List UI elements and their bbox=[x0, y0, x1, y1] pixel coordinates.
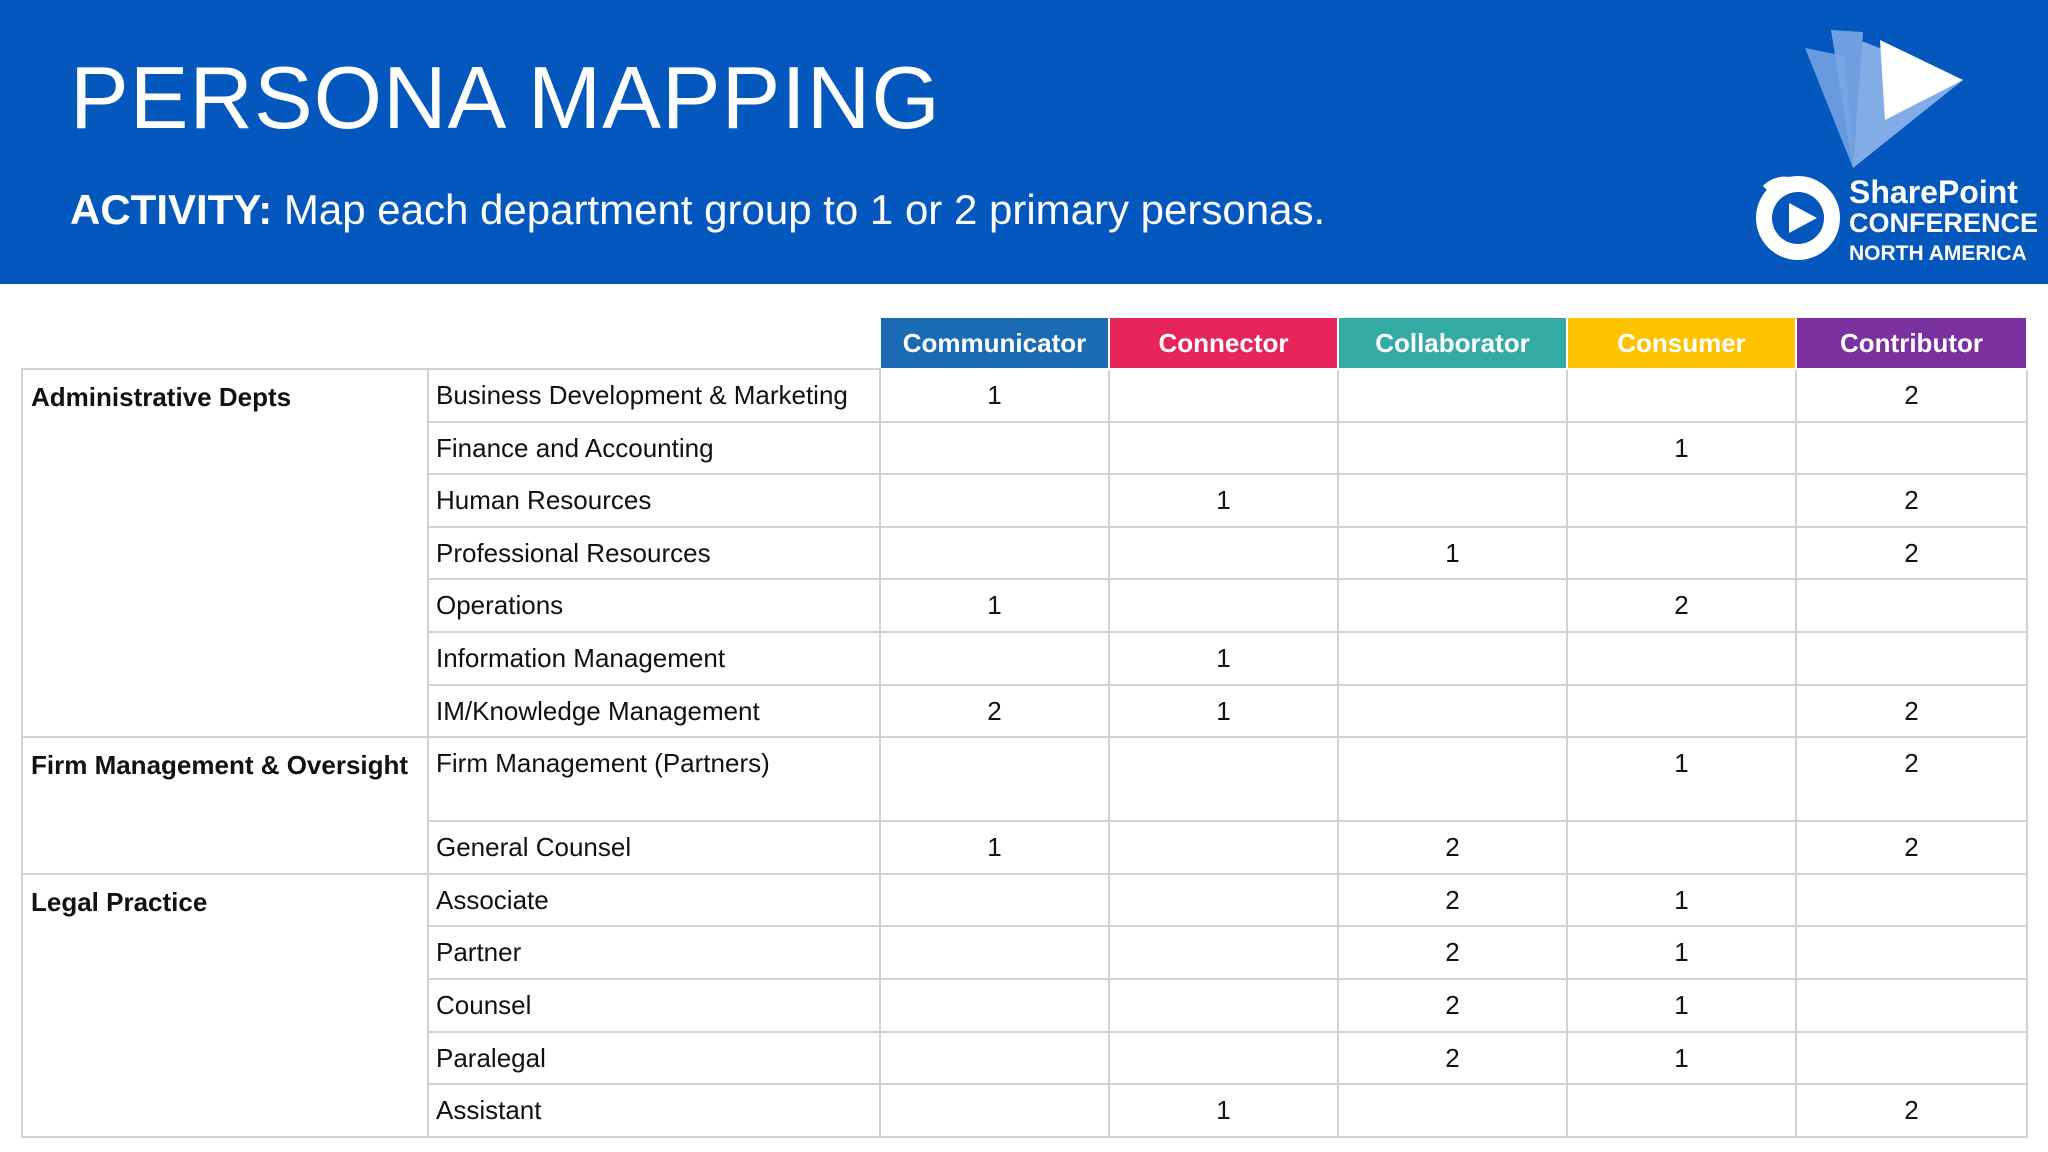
persona-value-cell bbox=[1338, 632, 1567, 685]
persona-value-cell bbox=[1109, 874, 1338, 927]
persona-value-cell bbox=[1567, 369, 1796, 422]
persona-value bbox=[1797, 1033, 2026, 1043]
persona-value bbox=[1568, 822, 1795, 832]
persona-value: 2 bbox=[987, 695, 1002, 726]
department-label: Associate bbox=[436, 884, 549, 915]
persona-value-cell bbox=[880, 474, 1109, 527]
col-header-collaborator: Collaborator bbox=[1338, 317, 1567, 369]
table-row bbox=[22, 874, 2027, 927]
persona-value bbox=[1110, 980, 1337, 990]
persona-value-cell bbox=[880, 737, 1109, 821]
page-title: PERSONA MAPPING bbox=[70, 48, 941, 147]
persona-value-cell bbox=[1338, 1032, 1567, 1085]
persona-value: 2 bbox=[1904, 832, 1919, 863]
persona-value-cell bbox=[1338, 737, 1567, 821]
activity-subtitle bbox=[70, 184, 1325, 236]
persona-value: 2 bbox=[1445, 884, 1460, 915]
persona-value: 1 bbox=[987, 590, 1002, 621]
persona-value-cell bbox=[1567, 926, 1796, 979]
persona-value: 1 bbox=[1674, 748, 1689, 779]
persona-value bbox=[1339, 370, 1566, 380]
col-header-consumer: Consumer bbox=[1567, 317, 1796, 369]
persona-value-cell bbox=[1567, 685, 1796, 738]
persona-value: 1 bbox=[1216, 485, 1231, 516]
department-cell bbox=[428, 527, 880, 580]
persona-value-cell bbox=[1567, 474, 1796, 527]
persona-value-cell bbox=[880, 979, 1109, 1032]
persona-value-cell bbox=[1796, 926, 2027, 979]
persona-value bbox=[881, 1033, 1108, 1043]
department-label: Paralegal bbox=[436, 1042, 546, 1073]
persona-value-cell bbox=[1109, 369, 1338, 422]
persona-value bbox=[1568, 475, 1795, 485]
persona-value-cell bbox=[880, 821, 1109, 874]
col-header-connector: Connector bbox=[1109, 317, 1338, 369]
department-cell bbox=[428, 1084, 880, 1137]
persona-value-cell bbox=[1109, 737, 1338, 821]
department-label: Finance and Accounting bbox=[436, 432, 714, 463]
persona-value bbox=[881, 875, 1108, 885]
persona-value-cell bbox=[1338, 527, 1567, 580]
persona-value bbox=[881, 423, 1108, 433]
persona-value bbox=[1339, 580, 1566, 590]
department-label: Operations bbox=[436, 590, 564, 621]
persona-value-cell bbox=[880, 422, 1109, 475]
persona-value-cell bbox=[880, 874, 1109, 927]
persona-value bbox=[1568, 528, 1795, 538]
department-cell bbox=[428, 737, 880, 821]
persona-value-cell bbox=[1567, 1032, 1796, 1085]
department-label: Business Development & Marketing bbox=[436, 380, 848, 410]
persona-value-cell bbox=[1109, 1032, 1338, 1085]
department-label: Assistant bbox=[436, 1095, 542, 1126]
department-cell bbox=[428, 1032, 880, 1085]
persona-value-cell bbox=[1109, 821, 1338, 874]
persona-value bbox=[1110, 528, 1337, 538]
persona-value-cell bbox=[1567, 579, 1796, 632]
persona-value bbox=[1339, 475, 1566, 485]
persona-value bbox=[1110, 370, 1337, 380]
persona-value-cell bbox=[1567, 979, 1796, 1032]
department-label: Human Resources bbox=[436, 485, 652, 516]
persona-value: 2 bbox=[1445, 989, 1460, 1020]
logo-line-sharepoint: SharePoint bbox=[1849, 174, 2018, 210]
persona-value-cell bbox=[1109, 926, 1338, 979]
persona-value bbox=[1797, 633, 2026, 643]
department-cell bbox=[428, 821, 880, 874]
persona-value-cell bbox=[1567, 737, 1796, 821]
persona-value-cell bbox=[1796, 632, 2027, 685]
persona-value-cell bbox=[1338, 474, 1567, 527]
department-cell bbox=[428, 474, 880, 527]
persona-value-cell bbox=[1109, 579, 1338, 632]
persona-value bbox=[1797, 927, 2026, 937]
persona-value: 1 bbox=[1216, 642, 1231, 673]
persona-value bbox=[881, 528, 1108, 538]
persona-value-cell bbox=[1796, 474, 2027, 527]
persona-value-cell bbox=[1567, 821, 1796, 874]
persona-value bbox=[1568, 633, 1795, 643]
persona-value-cell bbox=[1567, 632, 1796, 685]
persona-value-cell bbox=[1796, 737, 2027, 821]
persona-value-cell bbox=[880, 527, 1109, 580]
persona-value-cell bbox=[1796, 821, 2027, 874]
header-blank-group bbox=[22, 317, 428, 369]
persona-value bbox=[1110, 875, 1337, 885]
department-cell bbox=[428, 685, 880, 738]
persona-value-cell bbox=[880, 1032, 1109, 1085]
persona-value: 2 bbox=[1445, 1042, 1460, 1073]
persona-value-cell bbox=[880, 926, 1109, 979]
department-cell bbox=[428, 579, 880, 632]
col-header-contributor: Contributor bbox=[1796, 317, 2027, 369]
table-body bbox=[22, 369, 2027, 1137]
logo-line-region: NORTH AMERICA bbox=[1849, 242, 2027, 265]
department-cell bbox=[428, 979, 880, 1032]
persona-value bbox=[1568, 370, 1795, 380]
persona-value bbox=[881, 738, 1108, 748]
persona-value-cell bbox=[1109, 979, 1338, 1032]
persona-value-cell bbox=[1796, 422, 2027, 475]
persona-value bbox=[1797, 875, 2026, 885]
persona-value-cell bbox=[1567, 874, 1796, 927]
persona-value: 2 bbox=[1445, 937, 1460, 968]
persona-value: 1 bbox=[1674, 1042, 1689, 1073]
persona-value: 1 bbox=[1674, 884, 1689, 915]
persona-value: 2 bbox=[1904, 1095, 1919, 1126]
persona-value: 2 bbox=[1904, 537, 1919, 568]
department-label: IM/Knowledge Management bbox=[436, 695, 760, 726]
persona-value: 1 bbox=[987, 832, 1002, 863]
department-cell bbox=[428, 926, 880, 979]
persona-value-cell bbox=[1338, 821, 1567, 874]
persona-value bbox=[1797, 980, 2026, 990]
persona-value bbox=[1339, 633, 1566, 643]
persona-value-cell bbox=[1796, 979, 2027, 1032]
department-label: Partner bbox=[436, 937, 522, 968]
persona-value-cell bbox=[1567, 1084, 1796, 1137]
department-label: Information Management bbox=[436, 642, 726, 673]
persona-value-cell bbox=[880, 685, 1109, 738]
group-label: Administrative Depts bbox=[22, 369, 428, 737]
persona-value-cell bbox=[1338, 874, 1567, 927]
persona-value bbox=[1339, 686, 1566, 696]
persona-value: 2 bbox=[1674, 590, 1689, 621]
persona-value-cell bbox=[1338, 422, 1567, 475]
persona-value-cell bbox=[1796, 579, 2027, 632]
header-banner bbox=[0, 0, 2048, 284]
department-label: Professional Resources bbox=[436, 537, 711, 568]
persona-value: 1 bbox=[1674, 432, 1689, 463]
department-cell bbox=[428, 874, 880, 927]
persona-value bbox=[1339, 738, 1566, 748]
persona-value: 2 bbox=[1904, 748, 1919, 779]
logo-text bbox=[1849, 176, 2038, 264]
table-row bbox=[22, 369, 2027, 422]
persona-value-cell bbox=[1338, 1084, 1567, 1137]
persona-value: 2 bbox=[1904, 485, 1919, 516]
persona-value-cell bbox=[1567, 527, 1796, 580]
persona-value-cell bbox=[1109, 474, 1338, 527]
persona-value bbox=[881, 475, 1108, 485]
persona-value-cell bbox=[1338, 579, 1567, 632]
persona-value bbox=[881, 1085, 1108, 1095]
persona-value bbox=[1339, 1085, 1566, 1095]
persona-value bbox=[881, 633, 1108, 643]
persona-value-cell bbox=[880, 632, 1109, 685]
department-label: Counsel bbox=[436, 989, 532, 1020]
logo-line-conference: CONFERENCE bbox=[1849, 208, 2039, 238]
persona-value: 1 bbox=[1216, 695, 1231, 726]
activity-text: Map each department group to 1 or 2 primary personas. bbox=[272, 186, 1326, 233]
department-cell bbox=[428, 422, 880, 475]
persona-value bbox=[1797, 580, 2026, 590]
persona-value: 1 bbox=[1216, 1095, 1231, 1126]
persona-value: 2 bbox=[1904, 695, 1919, 726]
department-cell bbox=[428, 369, 880, 422]
persona-value bbox=[1568, 1085, 1795, 1095]
department-label: Firm Management (Partners) bbox=[436, 748, 770, 779]
persona-value-cell bbox=[1796, 369, 2027, 422]
persona-value bbox=[881, 927, 1108, 937]
persona-value-cell bbox=[1796, 527, 2027, 580]
persona-value-cell bbox=[1796, 1032, 2027, 1085]
persona-value: 1 bbox=[1445, 537, 1460, 568]
persona-value-cell bbox=[1338, 926, 1567, 979]
persona-value bbox=[1110, 423, 1337, 433]
department-cell bbox=[428, 632, 880, 685]
department-label: General Counsel bbox=[436, 832, 632, 863]
persona-value-cell bbox=[1796, 1084, 2027, 1137]
persona-value bbox=[1797, 423, 2026, 433]
persona-mapping-table bbox=[21, 316, 2028, 1138]
persona-value-cell bbox=[1109, 685, 1338, 738]
persona-value: 2 bbox=[1445, 832, 1460, 863]
persona-value-cell bbox=[1109, 527, 1338, 580]
persona-value bbox=[1110, 822, 1337, 832]
header-blank-dept bbox=[428, 317, 880, 369]
persona-value-cell bbox=[1338, 369, 1567, 422]
persona-value-cell bbox=[880, 369, 1109, 422]
persona-value-cell bbox=[1796, 685, 2027, 738]
activity-label: ACTIVITY: bbox=[70, 186, 273, 233]
col-header-communicator: Communicator bbox=[880, 317, 1109, 369]
persona-value bbox=[1339, 423, 1566, 433]
group-label: Legal Practice bbox=[22, 874, 428, 1137]
persona-value: 1 bbox=[987, 380, 1002, 410]
table-row bbox=[22, 737, 2027, 821]
persona-value bbox=[1568, 686, 1795, 696]
persona-value bbox=[1110, 927, 1337, 937]
persona-value bbox=[1110, 738, 1337, 748]
persona-value-cell bbox=[1109, 632, 1338, 685]
persona-value: 2 bbox=[1904, 380, 1919, 410]
group-label: Firm Management & Oversight bbox=[22, 737, 428, 874]
persona-value: 1 bbox=[1674, 989, 1689, 1020]
persona-value-cell bbox=[1796, 874, 2027, 927]
persona-value: 1 bbox=[1674, 937, 1689, 968]
persona-value-cell bbox=[1338, 979, 1567, 1032]
persona-value-cell bbox=[1109, 1084, 1338, 1137]
persona-value-cell bbox=[880, 1084, 1109, 1137]
persona-value bbox=[1110, 1033, 1337, 1043]
persona-value-cell bbox=[1567, 422, 1796, 475]
persona-value-cell bbox=[880, 579, 1109, 632]
persona-value-cell bbox=[1338, 685, 1567, 738]
persona-value bbox=[1110, 580, 1337, 590]
persona-value bbox=[881, 980, 1108, 990]
persona-value-cell bbox=[1109, 422, 1338, 475]
